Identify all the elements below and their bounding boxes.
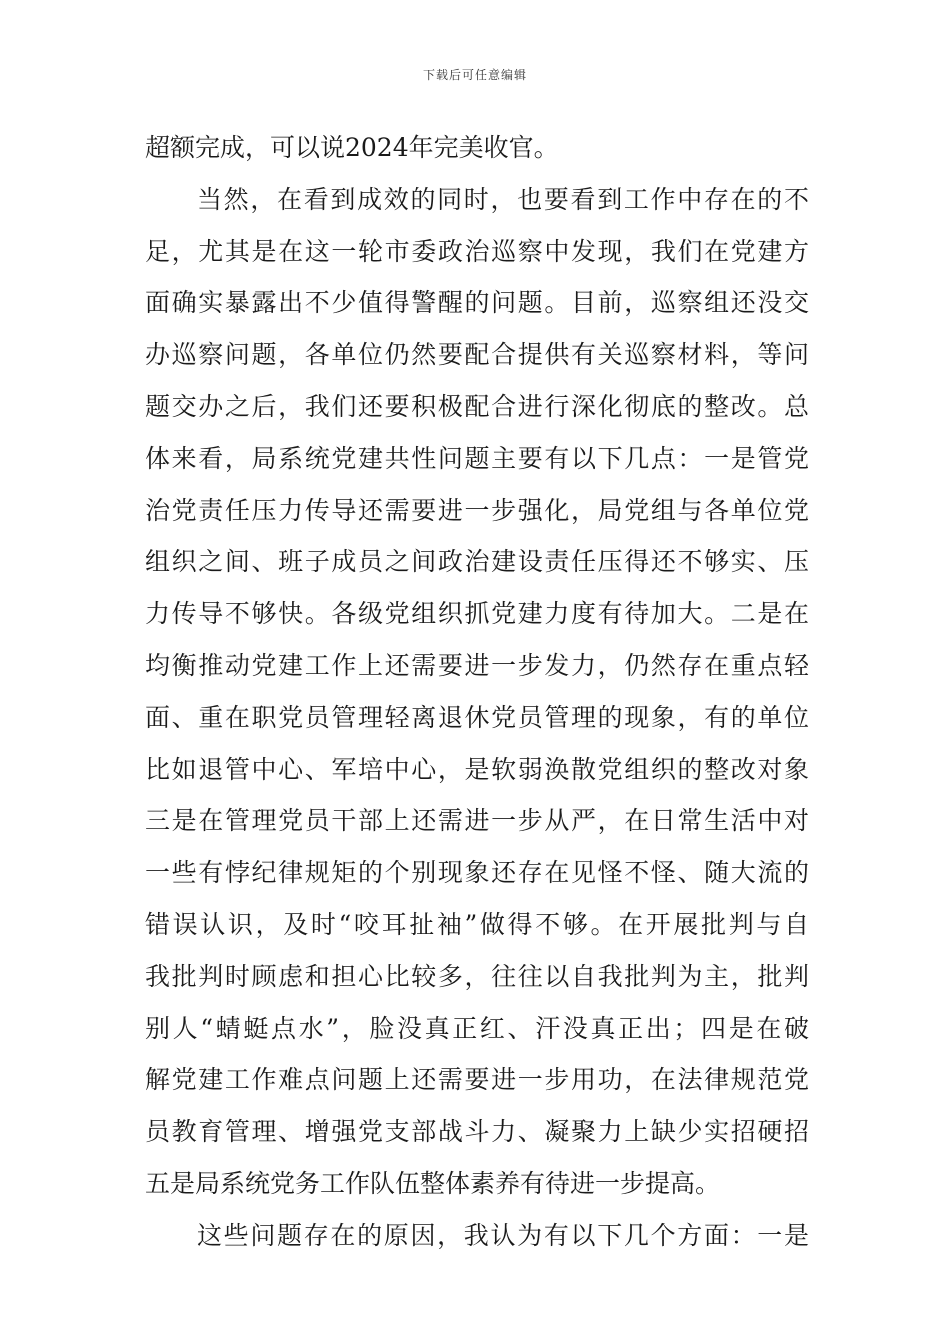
text-line: 足，尤其是在这一轮市委政治巡察中发现，我们在党建方 bbox=[145, 236, 809, 266]
text-line: 五是局系统党务工作队伍整体素养有待进一步提高。 bbox=[145, 1168, 721, 1198]
text-line: 超额完成，可以说2024年完美收官。 bbox=[145, 133, 559, 162]
text-line: 一些有悖纪律规矩的个别现象还存在见怪不怪、随大流的 bbox=[145, 858, 809, 888]
paragraph-start-line: 这些问题存在的原因，我认为有以下几个方面：一是 bbox=[197, 1220, 809, 1250]
text-line: 办巡察问题，各单位仍然要配合提供有关巡察材料，等问 bbox=[145, 340, 809, 370]
text-line: 题交办之后，我们还要积极配合进行深化彻底的整改。总 bbox=[145, 391, 809, 421]
text-line: 员教育管理、增强党支部战斗力、凝聚力上缺少实招硬招 bbox=[145, 1117, 809, 1147]
text-line: 均衡推动党建工作上还需要进一步发力，仍然存在重点轻 bbox=[145, 650, 809, 680]
text-line: 面、重在职党员管理轻离退休党员管理的现象，有的单位 bbox=[145, 702, 809, 732]
document-body bbox=[145, 122, 809, 1262]
text-line: 体来看，局系统党建共性问题主要有以下几点：一是管党 bbox=[145, 443, 809, 473]
text-line: 面确实暴露出不少值得警醒的问题。目前，巡察组还没交 bbox=[145, 288, 809, 318]
text-line: 解党建工作难点问题上还需要进一步用功，在法律规范党 bbox=[145, 1065, 809, 1095]
text-line: 别人“蜻蜓点水”，脸没真正红、汗没真正出；四是在破 bbox=[145, 1013, 809, 1043]
header-note: 下载后可任意编辑 bbox=[422, 68, 527, 82]
text-line: 治党责任压力传导还需要进一步强化，局党组与各单位党 bbox=[145, 495, 809, 525]
text-line: 组织之间、班子成员之间政治建设责任压得还不够实、压 bbox=[145, 547, 809, 577]
text-line: 比如退管中心、军培中心，是软弱涣散党组织的整改对象 bbox=[145, 754, 809, 784]
text-line: 我批判时顾虑和担心比较多，往往以自我批判为主，批判 bbox=[145, 961, 809, 991]
text-line: 错误认识，及时“咬耳扯袖”做得不够。在开展批判与自 bbox=[145, 909, 809, 939]
text-line: 力传导不够快。各级党组织抓党建力度有待加大。二是在 bbox=[145, 599, 809, 629]
paragraph-start-line: 当然，在看到成效的同时，也要看到工作中存在的不 bbox=[197, 184, 809, 214]
text-line: 三是在管理党员干部上还需进一步从严，在日常生活中对 bbox=[145, 806, 809, 836]
